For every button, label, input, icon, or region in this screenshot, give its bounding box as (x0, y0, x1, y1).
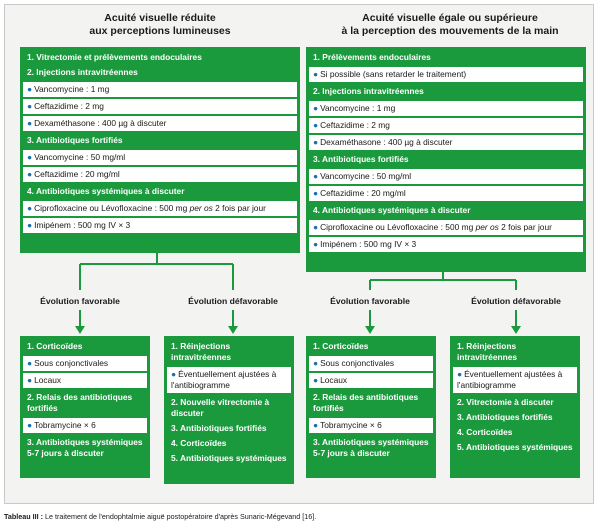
defavorable-step-5: 5. Antibiotiques systémiques (457, 442, 573, 452)
favorable-box-left (20, 336, 150, 478)
defavorable-step-4: 4. Corticoïdes (171, 438, 227, 448)
right-step-1: 1. Prélèvements endoculaires (313, 52, 431, 62)
list-item: ● Locaux (23, 373, 147, 388)
bullet-icon: ● (313, 239, 319, 249)
bullet-icon: ● (27, 203, 33, 213)
list-item: ● Ceftazidime : 20 mg/ml (309, 186, 583, 201)
list-item: ● Dexaméthasone : 400 µg à discuter (23, 116, 297, 131)
left-step-4: 4. Antibiotiques systémiques à discuter (27, 186, 185, 196)
bullet-icon: ● (27, 118, 33, 128)
list-item: ● Éventuellement ajustées à l'antibiogramme (167, 367, 291, 393)
right-step-2: 2. Injections intravitréennes (313, 86, 424, 96)
list-item: ● Ciprofloxacine ou Lévofloxacine : 500 mg per os 2 fois par jour (23, 201, 297, 216)
favorable-step-1: 1. Corticoïdes (27, 341, 83, 351)
defavorable-step-5: 5. Antibiotiques systémiques (171, 453, 287, 463)
defavorable-step-1: 1. Réinjections intravitréennes (457, 341, 518, 362)
favorable-step-1: 1. Corticoïdes (313, 341, 369, 351)
favorable-step-2: 2. Relais des antibiotiques fortifiés (27, 392, 133, 413)
bullet-icon: ● (313, 103, 319, 113)
list-item: ● Imipénem : 500 mg IV × 3 (23, 218, 297, 233)
defavorable-step-1: 1. Réinjections intravitréennes (171, 341, 232, 362)
defavorable-step-3: 3. Antibiotiques fortifiés (457, 412, 553, 422)
left-step-3: 3. Antibiotiques fortifiés (27, 135, 123, 145)
list-item: ● Vancomycine : 50 mg/ml (309, 169, 583, 184)
evolution-favorable-label-right: Évolution favorable (330, 296, 410, 306)
table-caption: Tableau III : Le traitement de l'endophtalmie aiguë postopératoire d'après Sunaric-Mégevand [16]. (4, 512, 317, 521)
bullet-icon: ● (313, 120, 319, 130)
defavorable-step-2: 2. Vitrectomie à discuter (457, 397, 554, 407)
bullet-icon: ● (27, 169, 33, 179)
bullet-icon: ● (171, 369, 177, 379)
list-item: ● Imipénem : 500 mg IV × 3 (309, 237, 583, 252)
bullet-icon: ● (27, 358, 33, 368)
list-item: ● Ceftazidime : 20 mg/ml (23, 167, 297, 182)
list-item: ● Tobramycine × 6 (23, 418, 147, 433)
defavorable-step-4: 4. Corticoïdes (457, 427, 513, 437)
bullet-icon: ● (313, 188, 319, 198)
defavorable-box-left (164, 336, 294, 484)
list-item: ● Éventuellement ajustées à l'antibiogramme (453, 367, 577, 393)
list-item: ● Tobramycine × 6 (309, 418, 433, 433)
bullet-icon: ● (27, 101, 33, 111)
bullet-icon: ● (313, 69, 319, 79)
bullet-icon: ● (457, 369, 463, 379)
list-item: ● Sous conjonctivales (309, 356, 433, 371)
arrow-down-icon (228, 326, 238, 334)
bullet-icon: ● (27, 84, 33, 94)
bullet-icon: ● (313, 375, 319, 385)
list-item: ● Ceftazidime : 2 mg (23, 99, 297, 114)
favorable-step-3: 3. Antibiotiques systémiques 5-7 jours à discuter (313, 437, 429, 458)
bullet-icon: ● (27, 152, 33, 162)
defavorable-box-right (450, 336, 580, 478)
list-item: ● Vancomycine : 1 mg (23, 82, 297, 97)
bullet-icon: ● (313, 137, 319, 147)
favorable-step-2: 2. Relais des antibiotiques fortifiés (313, 392, 419, 413)
favorable-step-3: 3. Antibiotiques systémiques 5-7 jours à discuter (27, 437, 143, 458)
bullet-icon: ● (313, 420, 319, 430)
list-item: ● Sous conjonctivales (23, 356, 147, 371)
bullet-icon: ● (313, 358, 319, 368)
bullet-icon: ● (27, 220, 33, 230)
left-step-1: 1. Vitrectomie et prélèvements endoculaires (27, 52, 202, 62)
list-item: ● Ceftazidime : 2 mg (309, 118, 583, 133)
left-step-2: 2. Injections intravitréennes (27, 67, 138, 77)
list-item: ● Vancomycine : 50 mg/ml (23, 150, 297, 165)
right-step-3: 3. Antibiotiques fortifiés (313, 154, 409, 164)
evolution-defavorable-label-right: Évolution défavorable (471, 296, 561, 306)
defavorable-step-3: 3. Antibiotiques fortifiés (171, 423, 267, 433)
defavorable-step-2: 2. Nouvelle vitrectomie à discuter (171, 397, 270, 418)
evolution-defavorable-label-left: Évolution défavorable (188, 296, 278, 306)
bullet-icon: ● (27, 420, 33, 430)
right-step-4: 4. Antibiotiques systémiques à discuter (313, 205, 471, 215)
evolution-favorable-label-left: Évolution favorable (40, 296, 120, 306)
list-item: ● Ciprofloxacine ou Lévofloxacine : 500 mg per os 2 fois par jour (309, 220, 583, 235)
bullet-icon: ● (313, 222, 319, 232)
list-item: ● Locaux (309, 373, 433, 388)
left-column-title: Acuité visuelle réduite aux perceptions lumineuses (89, 12, 231, 37)
list-item: ● Si possible (sans retarder le traitement) (309, 67, 583, 82)
list-item: ● Vancomycine : 1 mg (309, 101, 583, 116)
favorable-box-right (306, 336, 436, 478)
arrow-down-icon (75, 326, 85, 334)
right-column-title: Acuité visuelle égale ou supérieure à la perception des mouvements de la main (341, 12, 559, 37)
bullet-icon: ● (27, 375, 33, 385)
arrow-down-icon (511, 326, 521, 334)
bullet-icon: ● (313, 171, 319, 181)
arrow-down-icon (365, 326, 375, 334)
list-item: ● Dexaméthasone : 400 µg à discuter (309, 135, 583, 150)
